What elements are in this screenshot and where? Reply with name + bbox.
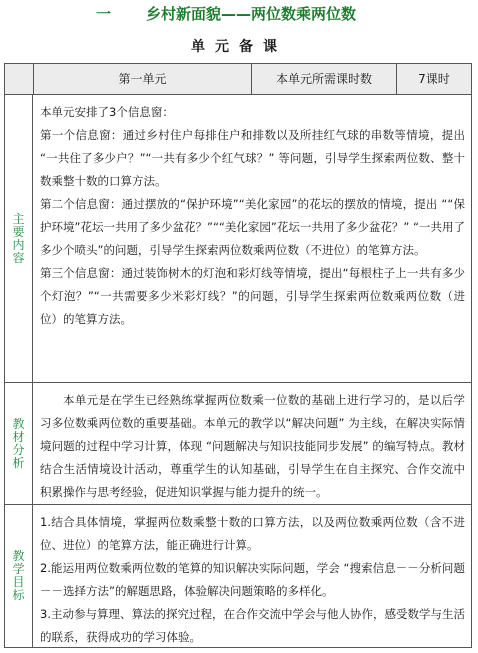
page-subtitle: 单元备课 [191,39,287,55]
unit-name-cell: 第一单元 [33,64,251,94]
hours-value-cell: 7课时 [396,64,471,94]
goal-line-2: 3.主动参与算理、算法的探究过程，在合作交流中学会与他人协作，感受数学与生活的联系，获得成功的学习体验。 [40,607,465,644]
analysis-text [33,383,471,504]
unit-title-text: 乡村新面貌——两位数乘两位数 [146,5,357,23]
goals-side-label [5,505,33,647]
unit-number: 一 [96,5,112,23]
content-label: 主要内容 [12,211,25,265]
content-line-3: 第三个信息窗：通过装饰树木的灯泡和彩灯线等情境，提出“每根柱子上一共有多少个灯泡？”“一共需要多少米彩灯线？”的问题，引导学生探索两位数乘两位数（进位）的笔算方法。 [40,266,465,326]
table-header-row [5,64,471,95]
hours-label-cell: 本单元所需课时数 [251,64,396,94]
goals-label: 教学目标 [12,549,25,602]
goals-row [5,505,471,647]
analysis-paragraph: 本单元是在学生已经熟练掌握两位数乘一位数的基础上进行学习的，是以后学习多位数乘两位数的重要基础。本单元的教学以“解决问题” 为主线，在解决实际情境问题的过程中学习计算，体现 “问题解决与知识技能同步发展” 的编写特点。教材结合生活情境设计活动，尊重学生的认知基础，引导学生在自主探究、合作交流中积累操作与思考经验，促进知识掌握与能力提升的统一。 [40,393,465,499]
analysis-label: 教材分析 [12,416,25,470]
analysis-row [5,383,471,505]
goal-line-0: 1.结合具体情境，掌握两位数乘整十数的口算方法，以及两位数乘两位数（含不进位、进位）的笔算方法，能正确进行计算。 [40,515,465,552]
unit-title [0,0,478,24]
content-line-1: 第一个信息窗：通过乡村住户每排住户和排数以及所挂红气球的串数等情境，提出 “一共住了多少户？”“一共有多少个红气球？” 等问题，引导学生探索两位数、整十数乘整十数的口算方法。 [40,128,465,188]
content-row [5,95,471,383]
content-line-0: 本单元安排了3个信息窗： [40,105,174,119]
analysis-side-label [5,383,33,504]
content-side-label [5,95,33,382]
goals-text [33,505,471,649]
content-line-2: 第二个信息窗：通过摆放的“保护环境”“美化家园”的花坛的摆放的情境，提出 ““保护环境”花坛一共用了多少盆花？”““美化家园”花坛一共用了多少盆花？” “一共用了多少个喷头”的问题，引导学生探索两位数乘两位数（不进位）的笔算方法。 [40,197,465,257]
goal-line-1: 2.能运用两位数乘两位数的笔算的知识解决实际问题，学会 “搜索信息－－分析问题－－选择方法”的解题思路，体验解决问题策略的多样化。 [40,561,465,598]
lesson-plan-table [4,63,472,648]
content-text [33,95,471,331]
